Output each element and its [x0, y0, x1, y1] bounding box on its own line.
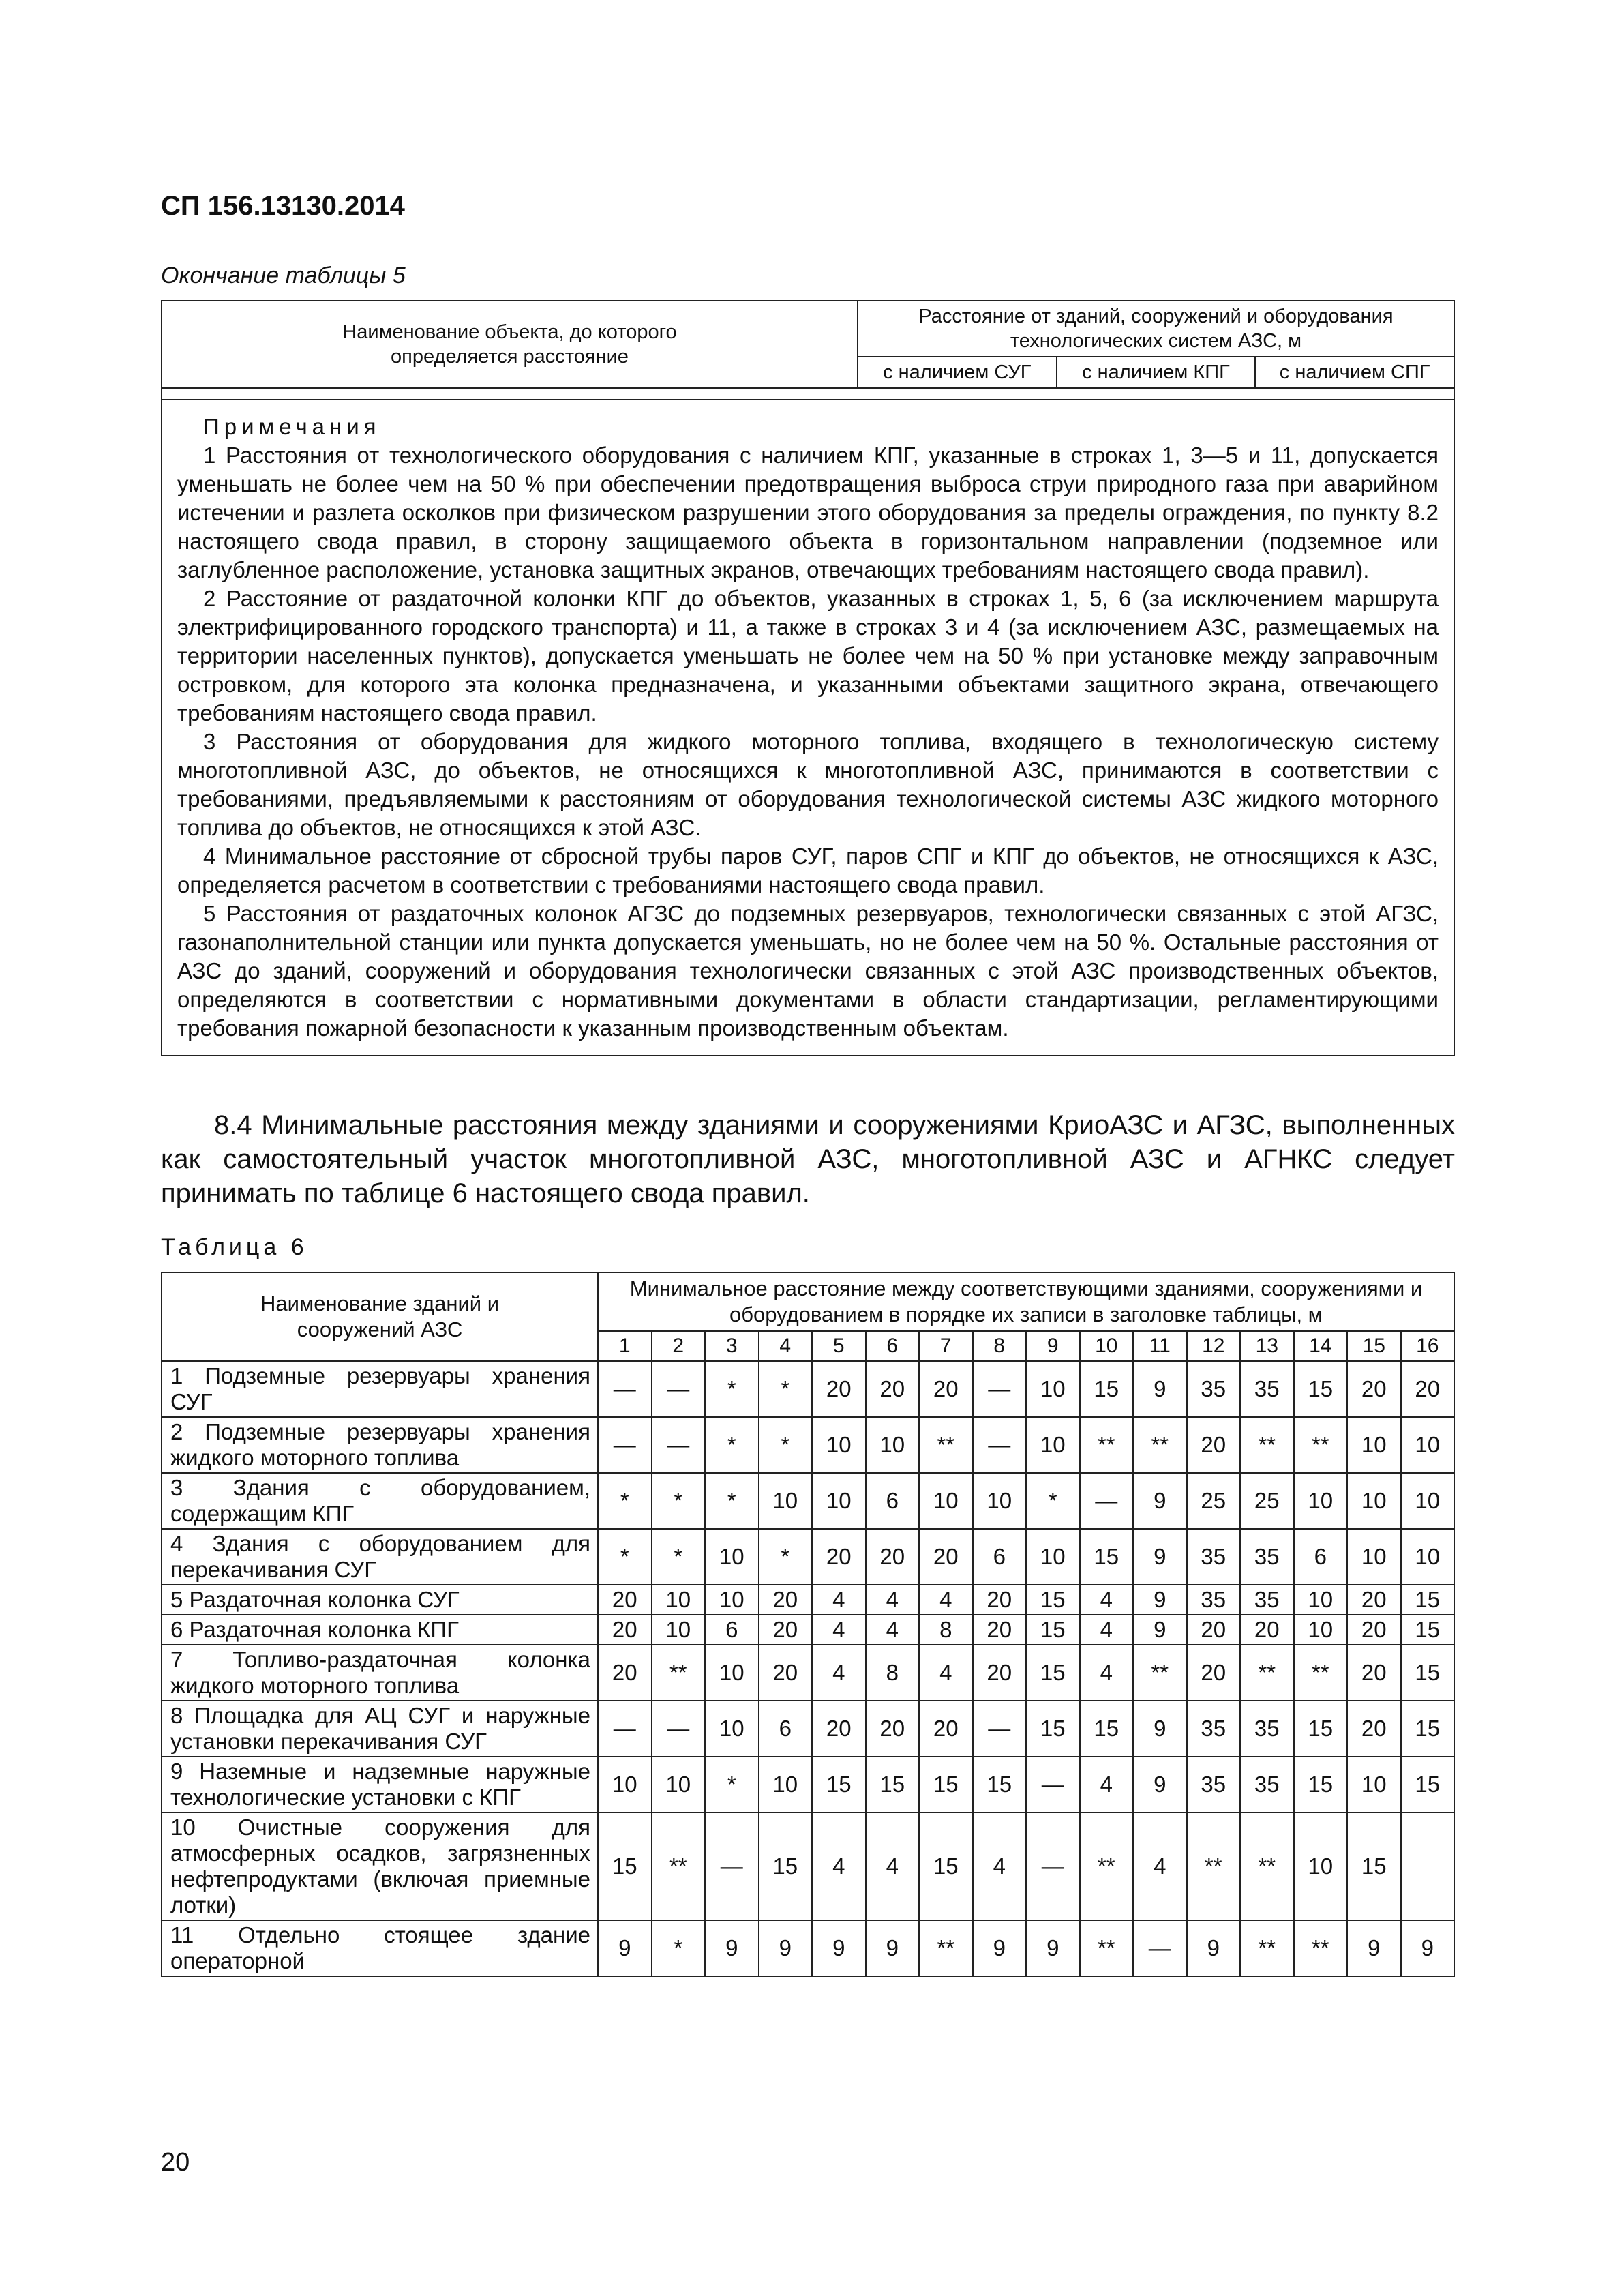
- table6-column-number: 2: [652, 1331, 706, 1361]
- table5-subheader-sug: с наличием СУГ: [858, 357, 1057, 389]
- table6-cell: 15: [1026, 1645, 1080, 1701]
- table6-row-name: 3 Здания с оборудованием, содержащим КПГ: [162, 1473, 598, 1529]
- table5-header-object: Наименование объекта, до которого определяется расстояние: [162, 301, 858, 389]
- table6-cell: 15: [919, 1757, 973, 1813]
- table6-column-number: 5: [812, 1331, 866, 1361]
- table6-cell: 10: [919, 1473, 973, 1529]
- table6-cell: **: [1240, 1417, 1294, 1473]
- table6-cell: 20: [759, 1645, 813, 1701]
- table6-cell: 35: [1187, 1361, 1241, 1417]
- table6-cell: 20: [973, 1615, 1027, 1645]
- table6-cell: **: [1187, 1813, 1241, 1920]
- table6-cell: 10: [1294, 1813, 1348, 1920]
- table6-cell: 15: [1294, 1701, 1348, 1757]
- table6-cell: 15: [1080, 1701, 1134, 1757]
- table6-cell: **: [1133, 1645, 1187, 1701]
- table6-cell: 10: [1026, 1529, 1080, 1585]
- table6-cell: 10: [1294, 1585, 1348, 1615]
- table6-cell: **: [1240, 1813, 1294, 1920]
- table6-cell: 9: [1187, 1920, 1241, 1976]
- table5-header-distance: Расстояние от зданий, сооружений и оборудования технологических систем АЗС, м: [858, 301, 1454, 357]
- table6-cell: **: [1240, 1920, 1294, 1976]
- table6-column-number: 1: [598, 1331, 652, 1361]
- table6-cell: 9: [1133, 1361, 1187, 1417]
- table6-cell: **: [919, 1417, 973, 1473]
- table6-cell: 10: [759, 1473, 813, 1529]
- document-code: СП 156.13130.2014: [161, 191, 405, 221]
- table6-cell: 20: [598, 1645, 652, 1701]
- table6-cell: 20: [1187, 1645, 1241, 1701]
- table6: [161, 1272, 1455, 1977]
- table6-cell: *: [652, 1920, 706, 1976]
- table6-cell: 4: [1080, 1645, 1134, 1701]
- table6-cell: 4: [1080, 1585, 1134, 1615]
- table6-cell: 15: [1026, 1701, 1080, 1757]
- table6-cell: **: [1294, 1920, 1348, 1976]
- table6-cell: 20: [812, 1529, 866, 1585]
- table-row: [162, 1645, 1454, 1701]
- table6-cell: 4: [812, 1585, 866, 1615]
- table6-row-name: 9 Наземные и надземные наружные технологические установки с КПГ: [162, 1757, 598, 1813]
- table6-cell: 10: [705, 1529, 759, 1585]
- table6-cell: **: [1080, 1813, 1134, 1920]
- table6-cell: 10: [1401, 1417, 1455, 1473]
- table6-caption: Таблица 6: [161, 1234, 308, 1260]
- table6-cell: 10: [598, 1757, 652, 1813]
- table6-row-name: 5 Раздаточная колонка СУГ: [162, 1585, 598, 1615]
- table6-cell: 4: [866, 1615, 920, 1645]
- table6-cell: 8: [919, 1615, 973, 1645]
- table6-cell: —: [1133, 1920, 1187, 1976]
- table6-cell: 9: [1401, 1920, 1455, 1976]
- table6-cell: 9: [1133, 1757, 1187, 1813]
- table5: [161, 300, 1455, 1056]
- table6-cell: —: [598, 1417, 652, 1473]
- table-row: [162, 1585, 1454, 1615]
- table6-cell: —: [652, 1417, 706, 1473]
- table6-cell: 10: [759, 1757, 813, 1813]
- table6-cell: 10: [1347, 1417, 1401, 1473]
- table6-row-name: 1 Подземные резервуары хранения СУГ: [162, 1361, 598, 1417]
- table6-cell: 9: [1133, 1701, 1187, 1757]
- table6-column-number: 4: [759, 1331, 813, 1361]
- table6-cell: 6: [973, 1529, 1027, 1585]
- table6-column-number: 15: [1347, 1331, 1401, 1361]
- table6-cell: 35: [1240, 1701, 1294, 1757]
- table6-cell: 10: [1401, 1473, 1455, 1529]
- table6-cell: —: [598, 1701, 652, 1757]
- table6-cell: 6: [759, 1701, 813, 1757]
- table6-cell: 6: [1294, 1529, 1348, 1585]
- table6-cell: —: [1026, 1757, 1080, 1813]
- table6-cell: 10: [1347, 1473, 1401, 1529]
- table6-row-name: 2 Подземные резервуары хранения жидкого моторного топлива: [162, 1417, 598, 1473]
- table6-cell: 20: [1347, 1585, 1401, 1615]
- table6-cell: **: [1294, 1417, 1348, 1473]
- table6-cell: 9: [598, 1920, 652, 1976]
- table6-cell: 20: [759, 1615, 813, 1645]
- table6-cell: 4: [1080, 1757, 1134, 1813]
- table6-cell: 10: [973, 1473, 1027, 1529]
- table6-cell: 20: [598, 1615, 652, 1645]
- page-number: 20: [161, 2148, 190, 2177]
- table6-cell: 15: [1026, 1615, 1080, 1645]
- table6-column-number: 10: [1080, 1331, 1134, 1361]
- table6-cell: 20: [1347, 1361, 1401, 1417]
- table6-cell: —: [705, 1813, 759, 1920]
- table6-cell: 9: [1347, 1920, 1401, 1976]
- table6-row-name: 6 Раздаточная колонка КПГ: [162, 1615, 598, 1645]
- table6-cell: 20: [919, 1529, 973, 1585]
- table6-cell: 15: [598, 1813, 652, 1920]
- table6-cell: —: [652, 1701, 706, 1757]
- table6-row-name: 7 Топливо-раздаточная колонка жидкого моторного топлива: [162, 1645, 598, 1701]
- table6-cell: 25: [1240, 1473, 1294, 1529]
- table6-row-name: 4 Здания с оборудованием для перекачивания СУГ: [162, 1529, 598, 1585]
- table6-cell: 15: [1080, 1361, 1134, 1417]
- table6-cell: 20: [919, 1701, 973, 1757]
- table6-column-number: 13: [1240, 1331, 1294, 1361]
- table6-cell: 8: [866, 1645, 920, 1701]
- table-row: [162, 1417, 1454, 1473]
- table6-cell: 20: [1240, 1615, 1294, 1645]
- table6-cell: 15: [1294, 1757, 1348, 1813]
- table5-continuation-caption: Окончание таблицы 5: [161, 263, 406, 288]
- table6-cell: *: [705, 1361, 759, 1417]
- table6-cell: 4: [1133, 1813, 1187, 1920]
- table6-cell: **: [1080, 1920, 1134, 1976]
- table-row: [162, 1701, 1454, 1757]
- table6-cell: 4: [866, 1585, 920, 1615]
- table6-cell: [1401, 1813, 1455, 1920]
- table6-cell: 4: [973, 1813, 1027, 1920]
- table6-cell: 15: [759, 1813, 813, 1920]
- note-2: 2 Расстояние от раздаточной колонки КПГ до объектов, указанных в строках 1, 5, 6 (за исключением маршрута электрифицированного городского транспорта) и 11, а также в строках 3 и 4 (за исключением АЗС, размещаемых на территории населенных пунктов), допускается уменьшать не более чем на 50 % при установке между заправочным островком, для которого эта колонка предназначена, и указанными объектами защитного экрана, отвечающего требованиям настоящего свода правил.: [177, 586, 1439, 726]
- table6-cell: 20: [759, 1585, 813, 1615]
- table6-cell: 15: [1080, 1529, 1134, 1585]
- table6-cell: 15: [973, 1757, 1027, 1813]
- table6-row-name: 10 Очистные сооружения для атмосферных осадков, загрязненных нефтепродуктами (включая приемные лотки): [162, 1813, 598, 1920]
- table6-cell: —: [1026, 1813, 1080, 1920]
- note-4: 4 Минимальное расстояние от сбросной трубы паров СУГ, паров СПГ и КПГ до объектов, не относящихся к АЗС, определяется расчетом в соответствии с требованиями настоящего свода правил.: [177, 844, 1439, 897]
- table6-cell: 9: [812, 1920, 866, 1976]
- table6-cell: 9: [759, 1920, 813, 1976]
- note-3: 3 Расстояния от оборудования для жидкого моторного топлива, входящего в технологическую систему многотопливной АЗС, до объектов, не относящихся к многотопливной АЗС, принимаются в соответствии с требованиями, предъявляемыми к расстояниям от оборудования технологической системы АЗС жидкого моторного топлива до объектов, не относящихся к этой АЗС.: [177, 729, 1439, 840]
- table6-column-number: 3: [705, 1331, 759, 1361]
- table6-cell: 4: [1080, 1615, 1134, 1645]
- table6-cell: 20: [973, 1585, 1027, 1615]
- table6-cell: 15: [1401, 1701, 1455, 1757]
- table6-cell: 10: [866, 1417, 920, 1473]
- table6-cell: **: [1294, 1645, 1348, 1701]
- table6-cell: 35: [1240, 1757, 1294, 1813]
- table6-cell: 20: [1401, 1361, 1455, 1417]
- table6-cell: *: [759, 1417, 813, 1473]
- table-row: [162, 1813, 1454, 1920]
- table6-cell: 20: [812, 1701, 866, 1757]
- table6-cell: 4: [812, 1615, 866, 1645]
- table6-cell: 10: [705, 1645, 759, 1701]
- table6-cell: 10: [652, 1585, 706, 1615]
- table6-cell: —: [973, 1701, 1027, 1757]
- table6-cell: **: [919, 1920, 973, 1976]
- table6-cell: 10: [812, 1417, 866, 1473]
- table6-cell: 10: [1401, 1529, 1455, 1585]
- notes-title: Примечания: [203, 414, 381, 439]
- table6-cell: 20: [866, 1361, 920, 1417]
- table6-column-number: 7: [919, 1331, 973, 1361]
- table6-cell: 10: [652, 1757, 706, 1813]
- table6-cell: **: [1080, 1417, 1134, 1473]
- table6-cell: 9: [973, 1920, 1027, 1976]
- table6-cell: 20: [812, 1361, 866, 1417]
- table6-cell: 4: [866, 1813, 920, 1920]
- table6-cell: 20: [919, 1361, 973, 1417]
- table6-cell: 35: [1187, 1701, 1241, 1757]
- table6-row-name: 8 Площадка для АЦ СУГ и наружные установки перекачивания СУГ: [162, 1701, 598, 1757]
- table6-cell: 15: [866, 1757, 920, 1813]
- table6-cell: 35: [1240, 1361, 1294, 1417]
- table6-cell: 35: [1187, 1757, 1241, 1813]
- table-row: [162, 1920, 1454, 1976]
- table6-cell: 35: [1187, 1529, 1241, 1585]
- table6-cell: 15: [1026, 1585, 1080, 1615]
- table6-cell: 15: [1401, 1757, 1455, 1813]
- table6-column-number: 11: [1133, 1331, 1187, 1361]
- table6-column-number: 16: [1401, 1331, 1455, 1361]
- table6-cell: 15: [1401, 1585, 1455, 1615]
- table6-cell: *: [598, 1473, 652, 1529]
- table6-column-number: 14: [1294, 1331, 1348, 1361]
- table6-cell: *: [759, 1529, 813, 1585]
- table6-cell: 20: [1187, 1615, 1241, 1645]
- table6-cell: 9: [1133, 1585, 1187, 1615]
- table6-cell: 6: [866, 1473, 920, 1529]
- table5-notes: [162, 400, 1454, 1056]
- table6-cell: **: [1240, 1645, 1294, 1701]
- table6-cell: 10: [1026, 1361, 1080, 1417]
- table6-cell: 20: [973, 1645, 1027, 1701]
- table6-column-number: 8: [973, 1331, 1027, 1361]
- table-row: [162, 1757, 1454, 1813]
- table6-cell: —: [973, 1361, 1027, 1417]
- table6-cell: —: [598, 1361, 652, 1417]
- table6-cell: 20: [866, 1701, 920, 1757]
- table6-cell: 10: [1026, 1417, 1080, 1473]
- paragraph-8-4: 8.4 Минимальные расстояния между зданиями и сооружениями КриоАЗС и АГЗС, выполненных как самостоятельный участок многотопливной АЗС, многотопливной АЗС и АГНКС следует принимать по таблице 6 настоящего свода правил.: [161, 1110, 1455, 1208]
- table6-cell: 9: [1026, 1920, 1080, 1976]
- table6-cell: 15: [919, 1813, 973, 1920]
- table6-cell: 10: [1347, 1529, 1401, 1585]
- table6-cell: 9: [705, 1920, 759, 1976]
- table6-row-name: 11 Отдельно стоящее здание операторной: [162, 1920, 598, 1976]
- table6-header-distance: Минимальное расстояние между соответствующими зданиями, сооружениями и оборудованием в порядке их записи в заголовке таблицы, м: [598, 1272, 1454, 1331]
- table6-cell: 35: [1187, 1585, 1241, 1615]
- table6-cell: 20: [866, 1529, 920, 1585]
- table6-cell: 4: [919, 1585, 973, 1615]
- table6-cell: —: [973, 1417, 1027, 1473]
- table6-cell: **: [652, 1813, 706, 1920]
- table6-cell: *: [598, 1529, 652, 1585]
- table6-cell: 20: [598, 1585, 652, 1615]
- table6-cell: —: [1080, 1473, 1134, 1529]
- table-row: [162, 1529, 1454, 1585]
- table6-column-number: 12: [1187, 1331, 1241, 1361]
- table-row: [162, 1615, 1454, 1645]
- table6-column-number: 9: [1026, 1331, 1080, 1361]
- table6-cell: 9: [1133, 1529, 1187, 1585]
- table6-cell: *: [705, 1757, 759, 1813]
- table6-cell: 9: [866, 1920, 920, 1976]
- table6-cell: 10: [705, 1701, 759, 1757]
- table6-cell: *: [1026, 1473, 1080, 1529]
- table6-cell: 10: [812, 1473, 866, 1529]
- table6-cell: *: [705, 1473, 759, 1529]
- table6-cell: 10: [1294, 1473, 1348, 1529]
- table6-cell: 20: [1347, 1701, 1401, 1757]
- table6-cell: 10: [652, 1615, 706, 1645]
- table6-cell: **: [1133, 1417, 1187, 1473]
- table6-cell: **: [652, 1645, 706, 1701]
- table6-cell: 20: [1347, 1615, 1401, 1645]
- table6-cell: 35: [1240, 1585, 1294, 1615]
- table6-cell: 6: [705, 1615, 759, 1645]
- table6-cell: 15: [1401, 1615, 1455, 1645]
- table-row: [162, 1361, 1454, 1417]
- note-1: 1 Расстояния от технологического оборудования с наличием КПГ, указанные в строках 1, 3—5 и 11, допускается уменьшать не более чем на 50 % при обеспечении предотвращения выброса струи природного газа при аварийном истечении и разлета осколков при физическом разрушении этого оборудования за пределы ограждения, по пункту 8.2 настоящего свода правил, в сторону защищаемого объекта в горизонтальном направлении (подземное или заглубленное расположение, установка защитных экранов, отвечающих требованиям настоящего свода правил).: [177, 443, 1439, 582]
- table6-cell: 15: [1401, 1645, 1455, 1701]
- table6-cell: 20: [1347, 1645, 1401, 1701]
- table6-cell: 4: [812, 1813, 866, 1920]
- table6-column-number: 6: [866, 1331, 920, 1361]
- table-row: [162, 1473, 1454, 1529]
- table6-header-name: Наименование зданий и сооружений АЗС: [162, 1272, 598, 1361]
- table6-cell: 35: [1240, 1529, 1294, 1585]
- table6-cell: *: [652, 1473, 706, 1529]
- table6-cell: 9: [1133, 1615, 1187, 1645]
- table6-cell: —: [652, 1361, 706, 1417]
- table6-cell: 15: [812, 1757, 866, 1813]
- table6-cell: 10: [1294, 1615, 1348, 1645]
- table6-cell: *: [652, 1529, 706, 1585]
- table6-cell: 9: [1133, 1473, 1187, 1529]
- table6-cell: 4: [812, 1645, 866, 1701]
- table6-cell: 10: [705, 1585, 759, 1615]
- table6-cell: 10: [1347, 1757, 1401, 1813]
- table5-subheader-kpg: с наличием КПГ: [1057, 357, 1256, 389]
- table6-cell: *: [759, 1361, 813, 1417]
- table6-cell: 20: [1187, 1417, 1241, 1473]
- table6-cell: 4: [919, 1645, 973, 1701]
- table6-cell: *: [705, 1417, 759, 1473]
- table6-cell: 15: [1347, 1813, 1401, 1920]
- table5-subheader-spg: с наличием СПГ: [1255, 357, 1454, 389]
- table6-cell: 15: [1294, 1361, 1348, 1417]
- table6-cell: 25: [1187, 1473, 1241, 1529]
- note-5: 5 Расстояния от раздаточных колонок АГЗС до подземных резервуаров, технологически связанных с этой АГЗС, газонаполнительной станции или пункта допускается уменьшать, но не более чем на 50 %. Остальные расстояния от АЗС до зданий, сооружений и оборудования технологически связанных с этой АЗС производственных объектов, определяются в соответствии с нормативными документами в области стандартизации, регламентирующими требования пожарной безопасности к указанным производственным объектам.: [177, 901, 1439, 1041]
